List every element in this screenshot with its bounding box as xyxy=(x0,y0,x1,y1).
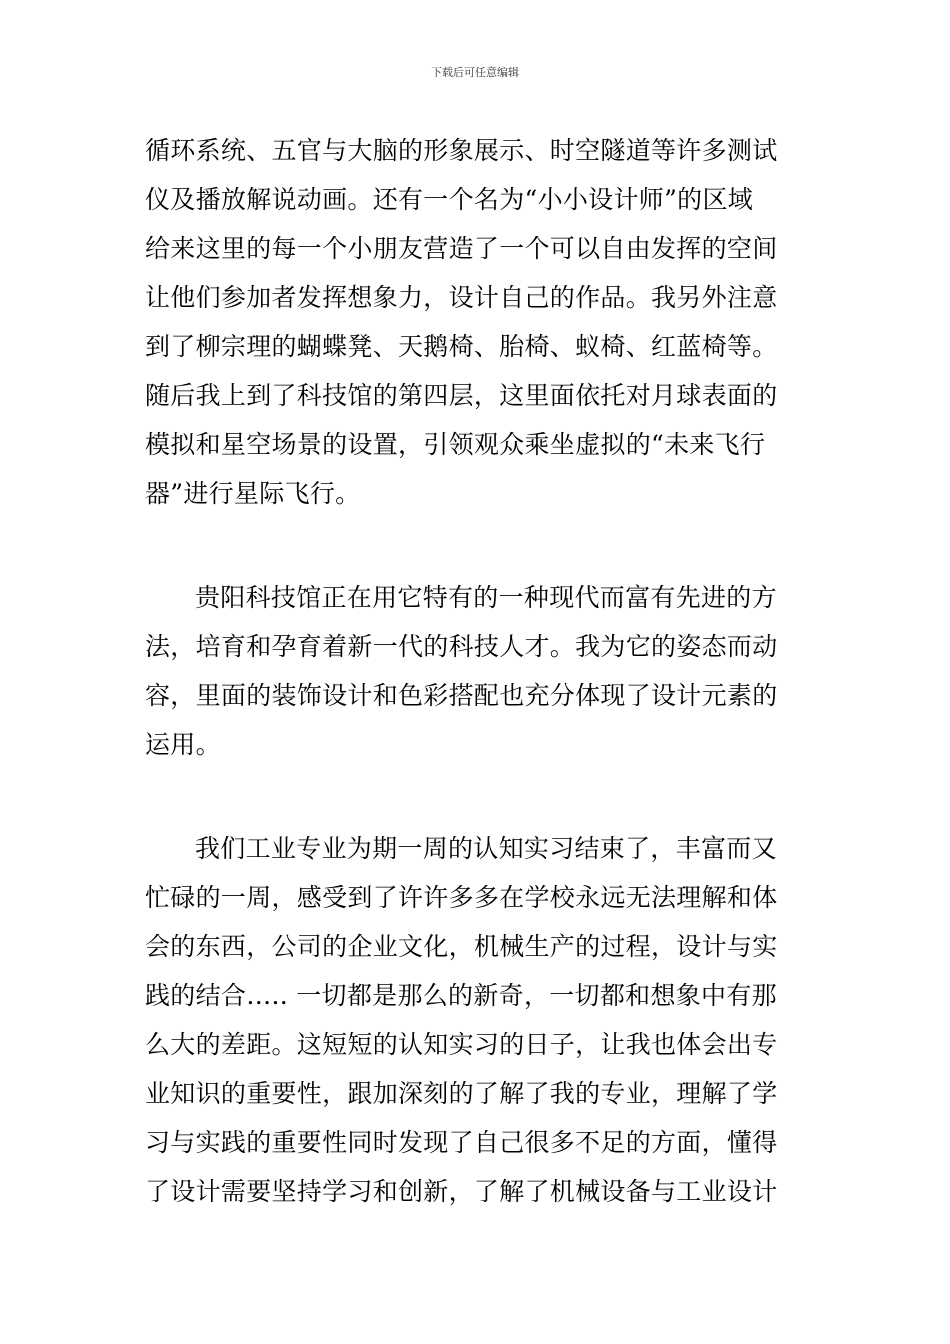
text-line: 运用。 xyxy=(145,730,221,759)
text-line: 习与实践的重要性同时发现了自己很多不足的方面，懂得 xyxy=(145,1128,778,1157)
text-line: 给来这里的每一个小朋友营造了一个可以自由发挥的空间 xyxy=(145,234,778,263)
page-header: 下载后可任意编辑 xyxy=(431,66,519,79)
text-line: 我们工业专业为期一周的认知实习结束了，丰富而又 xyxy=(195,834,777,863)
paragraph-continuation xyxy=(145,126,810,518)
text-line: 容，里面的装饰设计和色彩搭配也充分体现了设计元素的 xyxy=(145,681,778,710)
text-line: 模拟和星空场景的设置，引领观众乘坐虚拟的“未来飞行 xyxy=(145,430,766,459)
document-body xyxy=(145,126,810,1216)
text-line: 忙碌的一周，感受到了许许多多在学校永远无法理解和体 xyxy=(145,883,778,912)
text-line: 了设计需要坚持学习和创新，了解了机械设备与工业设计 xyxy=(145,1177,778,1206)
text-line: 仪及播放解说动画。还有一个名为“小小设计师”的区域 xyxy=(145,185,754,214)
paragraph-spacer xyxy=(145,769,810,824)
text-line: 让他们参加者发挥想象力，设计自己的作品。我另外注意 xyxy=(145,283,778,312)
text-line: 会的东西，公司的企业文化，机械生产的过程，设计与实 xyxy=(145,932,778,961)
text-line: 业知识的重要性，跟加深刻的了解了我的专业，理解了学 xyxy=(145,1079,778,1108)
paragraph-science-museum xyxy=(145,573,810,769)
text-line: 践的结合….. 一切都是那么的新奇，一切都和想象中有那 xyxy=(145,981,777,1010)
text-line: 到了柳宗理的蝴蝶凳、天鹅椅、胎椅、蚁椅、红蓝椅等。 xyxy=(145,332,778,361)
text-line: 循环系统、五官与大脑的形象展示、时空隧道等许多测试 xyxy=(145,136,778,165)
text-line: 法，培育和孕育着新一代的科技人才。我为它的姿态而动 xyxy=(145,632,778,661)
text-line: 么大的差距。这短短的认知实习的日子，让我也体会出专 xyxy=(145,1030,778,1059)
text-line: 随后我上到了科技馆的第四层，这里面依托对月球表面的 xyxy=(145,381,778,410)
text-line: 器”进行星际飞行。 xyxy=(145,479,361,508)
paragraph-spacer xyxy=(145,518,810,573)
text-line: 贵阳科技馆正在用它特有的一种现代而富有先进的方 xyxy=(195,583,777,612)
paragraph-internship-summary xyxy=(145,824,810,1216)
